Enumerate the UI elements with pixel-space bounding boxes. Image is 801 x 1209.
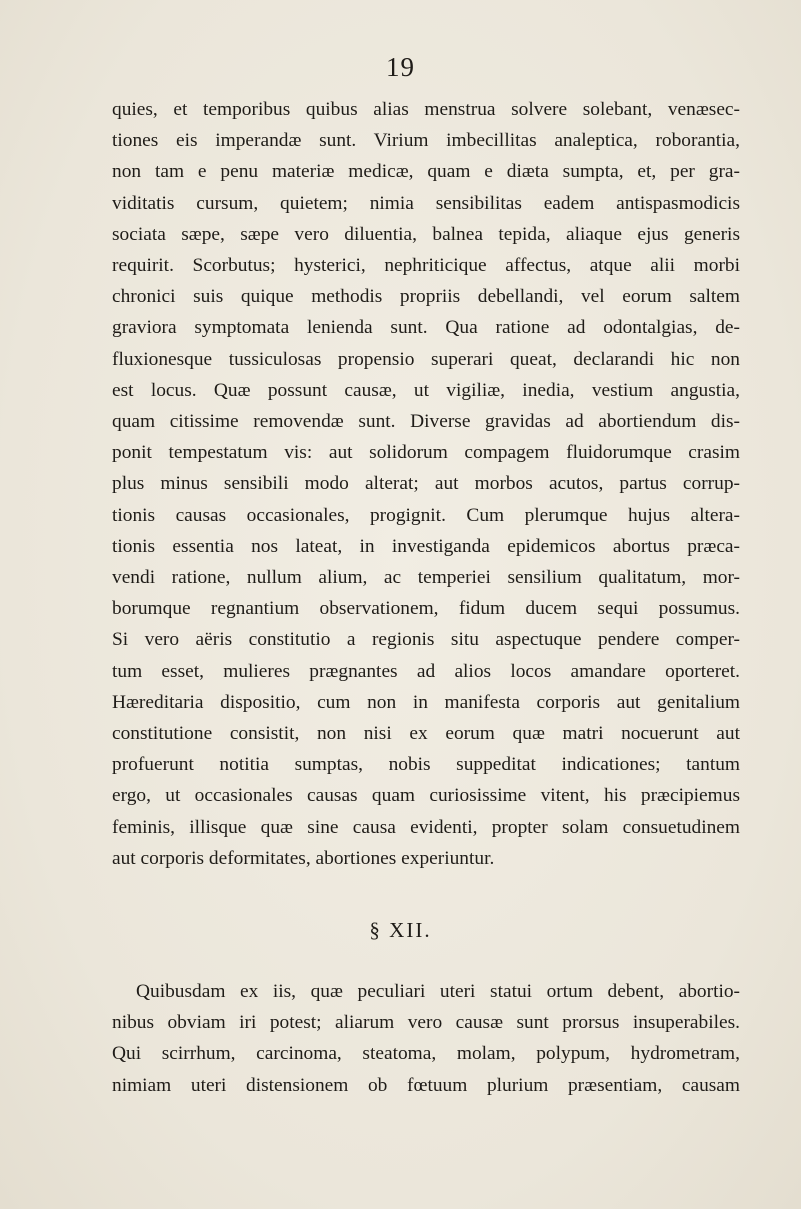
section-heading: § XII. xyxy=(369,918,432,942)
text-line: est locus. Quæ possunt causæ, ut vigiliæ, inedia, vestium angustia, xyxy=(112,379,740,401)
paragraph-2 xyxy=(112,976,740,1101)
text-line: feminis, illisque quæ sine causa evidenti, propter solam consuetudinem xyxy=(112,816,740,838)
text-line: quam citissime removendæ sunt. Diverse gravidas ad abortiendum dis- xyxy=(112,411,740,433)
text-line: vendi ratione, nullum alium, ac temperiei sensilium qualitatum, mor- xyxy=(112,567,740,589)
text-line: Hæreditaria dispositio, cum non in manifesta corporis aut genitalium xyxy=(112,691,740,713)
text-line: Qui scirrhum, carcinoma, steatoma, molam, polypum, hydrometram, xyxy=(112,1043,740,1065)
text-line: ergo, ut occasionales causas quam curiosissime vitent, his præcipiemus xyxy=(112,785,740,807)
text-line: Quibusdam ex iis, quæ peculiari uteri statui ortum debent, abortio- xyxy=(136,981,740,1002)
text-line: requirit. Scorbutus; hysterici, nephriticique affectus, atque alii morbi xyxy=(112,255,740,277)
text-line: profuerunt notitia sumptas, nobis suppeditat indicationes; tantum xyxy=(112,754,740,776)
text-line: viditatis cursum, quietem; nimia sensibilitas eadem antispasmodicis xyxy=(112,192,740,214)
text-line: quies, et temporibus quibus alias menstrua solvere solebant, venæsec- xyxy=(112,99,740,120)
text-line: Si vero aëris constitutio a regionis situ aspectuque pendere comper- xyxy=(112,629,740,651)
text-line: plus minus sensibili modo alterat; aut morbos acutos, partus corrup- xyxy=(112,473,740,495)
text-line: fluxionesque tussiculosas propensio superari queat, declarandi hic non xyxy=(112,348,740,370)
text-line: nibus obviam iri potest; aliarum vero causæ sunt prorsus insuperabiles. xyxy=(112,1012,740,1034)
page-number: 19 xyxy=(386,52,415,82)
text-line: tiones eis imperandæ sunt. Virium imbecillitas analeptica, roborantia, xyxy=(112,130,740,152)
text-line: tionis essentia nos lateat, in investiganda epidemicos abortus præca- xyxy=(112,535,740,557)
text-line: constitutione consistit, non nisi ex eorum quæ matri nocuerunt aut xyxy=(112,723,740,745)
paragraph-1 xyxy=(112,94,740,874)
text-line: borumque regnantium observationem, fidum ducem sequi possumus. xyxy=(112,598,740,620)
text-line: chronici suis quique methodis propriis debellandi, vel eorum saltem xyxy=(112,286,740,308)
text-line: ponit tempestatum vis: aut solidorum compagem fluidorumque crasim xyxy=(112,442,740,464)
text-line: non tam e penu materiæ medicæ, quam e diæta sumpta, et, per gra- xyxy=(112,161,740,183)
text-line: graviora symptomata lenienda sunt. Qua ratione ad odontalgias, de- xyxy=(112,317,740,339)
text-line: aut corporis deformitates, abortiones experiuntur. xyxy=(112,847,495,869)
text-line: nimiam uteri distensionem ob fœtuum plurium præsentiam, causam xyxy=(112,1074,740,1096)
text-line: sociata sæpe, sæpe vero diluentia, balnea tepida, aliaque ejus generis xyxy=(112,223,740,245)
text-line: tionis causas occasionales, progignit. Cum plerumque hujus altera- xyxy=(112,504,740,526)
text-line: tum esset, mulieres prægnantes ad alios locos amandare oporteret. xyxy=(112,660,740,682)
